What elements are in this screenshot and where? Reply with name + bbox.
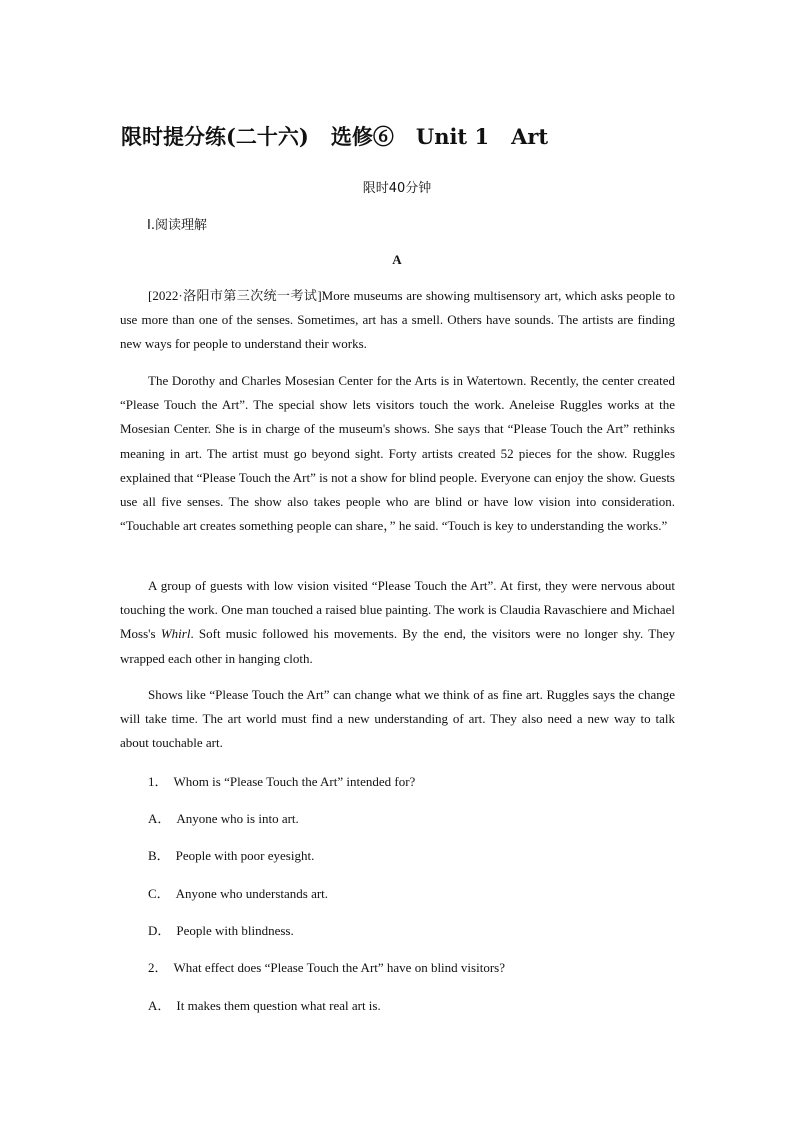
question-number: 1． bbox=[148, 774, 168, 789]
passage-paragraph-3 bbox=[120, 574, 675, 671]
question-1-option-d bbox=[148, 920, 294, 939]
question-1 bbox=[148, 771, 415, 790]
passage-paragraph-1 bbox=[120, 284, 675, 357]
title-topic: Art bbox=[511, 124, 549, 149]
page-title bbox=[121, 121, 548, 151]
option-letter: A． bbox=[148, 811, 171, 826]
option-text: Anyone who understands art. bbox=[175, 886, 329, 901]
option-letter: D． bbox=[148, 923, 171, 938]
question-stem: Whom is “Please Touch the Art” intended for? bbox=[173, 774, 416, 789]
question-1-option-c bbox=[148, 883, 328, 902]
option-letter: B． bbox=[148, 848, 170, 863]
option-letter: C． bbox=[148, 886, 170, 901]
paragraph-3-text-after: . Soft music followed his movements. By the end, the visitors were no longer shy. They wrapped each other in hanging cloth. bbox=[120, 626, 675, 666]
passage-source: [2022·洛阳市第三次统一考试] bbox=[148, 288, 322, 303]
option-text: People with poor eyesight. bbox=[175, 848, 315, 863]
question-2 bbox=[148, 957, 505, 976]
option-text: It makes them question what real art is. bbox=[176, 998, 381, 1013]
time-limit: 限时40分钟 bbox=[362, 181, 432, 196]
passage-paragraph-2: The Dorothy and Charles Mosesian Center for the Arts is in Watertown. Recently, the center created “Please Touch the Art”. The special show lets visitors touch the work. Aneleise Ruggles works at the Mosesian Center. She is in charge of the museum's shows. She says that “Please Touch the Art” rethinks meaning in art. The artist must go beyond sight. Forty artists created 52 pieces for the show. Ruggles explained that “Please Touch the Art” is not a show for blind people. Everyone can enjoy the show. Guests use all five senses. The show also takes people who are blind or have low vision into consideration. “Touchable art creates something people can share，” he said. “Touch is key to understanding the works.” bbox=[120, 373, 675, 534]
paragraph-3-text-before: A group of guests with low vision visited “Please Touch the Art”. At first, they were nervous about touching the work. One man touched a raised blue painting. The work is Claudia Ravaschiere and Michael Moss's bbox=[120, 578, 675, 642]
option-text: People with blindness. bbox=[176, 923, 294, 938]
section-label: Ⅰ.阅读理解 bbox=[147, 218, 207, 233]
title-main: 限时提分练(二十六) bbox=[121, 124, 309, 149]
title-unit: Unit 1 bbox=[415, 124, 490, 149]
option-text: Anyone who is into art. bbox=[176, 811, 299, 826]
artwork-title: Whirl bbox=[160, 626, 191, 642]
question-2-option-a bbox=[148, 995, 381, 1014]
question-1-option-a bbox=[148, 808, 299, 827]
passage-letter: A bbox=[392, 252, 402, 267]
question-number: 2． bbox=[148, 960, 168, 975]
title-module: 选修⑥ bbox=[330, 124, 394, 149]
question-1-option-b bbox=[148, 845, 314, 864]
paragraph-1-text: More museums are showing multisensory art, which asks people to use more than one of the senses. Sometimes, art has a smell. Others have sounds. The artists are finding new ways for people to understand their works. bbox=[120, 288, 675, 352]
option-letter: A． bbox=[148, 998, 171, 1013]
passage-paragraph-4: Shows like “Please Touch the Art” can change what we think of as fine art. Ruggles says the change will take time. The art world must find a new understanding of art. They also need a new way to talk about touchable art. bbox=[120, 687, 675, 751]
question-stem: What effect does “Please Touch the Art” have on blind visitors? bbox=[173, 960, 505, 975]
